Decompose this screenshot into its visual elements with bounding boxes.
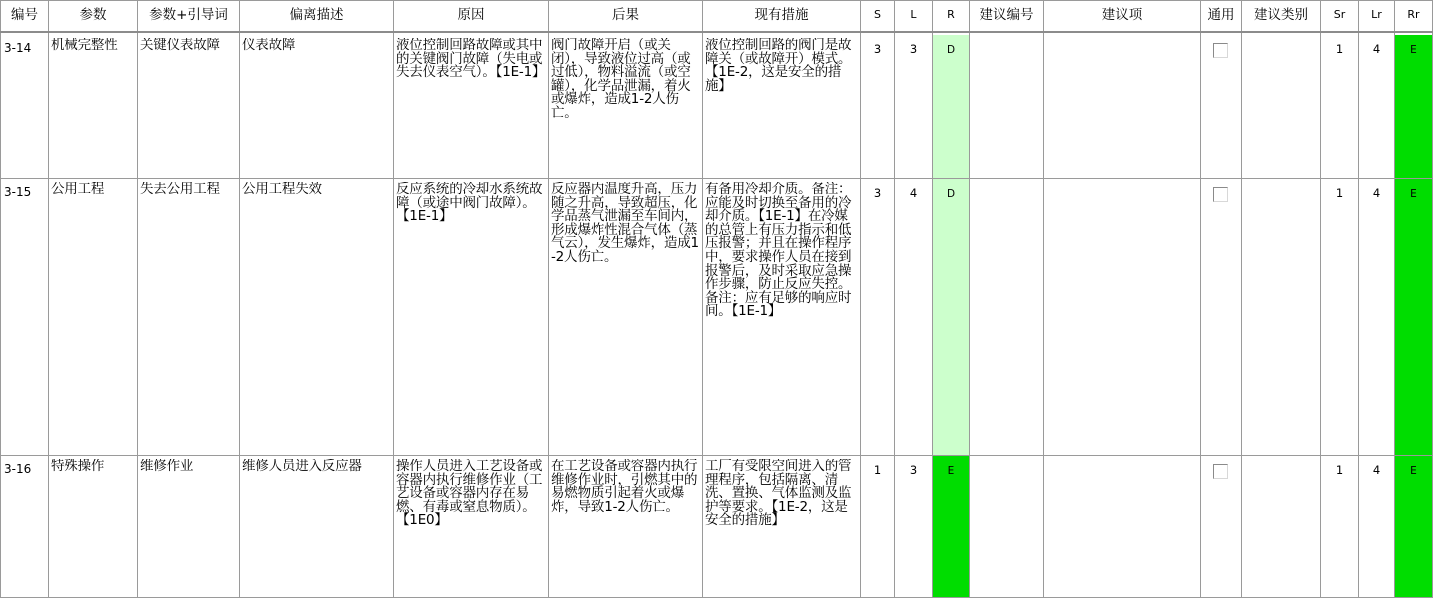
grid-line-horizontal	[0, 597, 1433, 598]
rec-type-cell[interactable]	[1242, 182, 1320, 454]
column-header-consequence[interactable]: 后果	[612, 7, 639, 23]
rec-no-cell[interactable]	[970, 182, 1043, 454]
row-id: 3-15	[4, 185, 32, 199]
l-value: 3	[909, 42, 918, 56]
rr-risk-value: E	[1410, 44, 1417, 56]
grid-line-vertical	[860, 0, 861, 597]
grid-line-vertical	[1200, 0, 1201, 597]
deviation-cell: 仪表故障	[242, 38, 296, 53]
r-color-fill	[933, 456, 969, 597]
column-header-cause[interactable]: 原因	[457, 7, 485, 23]
rr-risk-value: E	[1410, 465, 1417, 477]
column-header-rr[interactable]: Rr	[1407, 8, 1420, 21]
grid-line-horizontal	[0, 455, 1433, 456]
sr-value: 1	[1335, 463, 1344, 477]
common-checkbox[interactable]	[1213, 464, 1228, 479]
grid-line-vertical	[932, 0, 933, 597]
column-header-param[interactable]: 参数	[79, 7, 107, 23]
param-cell: 机械完整性	[51, 38, 118, 53]
column-header-measures[interactable]: 现有措施	[754, 7, 809, 23]
cause-cell: 反应系统的冷却水系统故障（或途中阀门故障）。【1E-1】	[396, 182, 543, 225]
consequence-cell: 阀门故障开启（或关闭），导致液位过高（或过低），物料溢流（或空罐），化学品泄漏，着火或爆炸，造成1-2人伤亡。	[551, 38, 691, 121]
lr-value: 4	[1372, 186, 1381, 200]
common-checkbox[interactable]	[1213, 187, 1228, 202]
s-value: 1	[873, 463, 882, 477]
rec-type-cell[interactable]	[1242, 38, 1320, 177]
sr-value: 1	[1335, 42, 1344, 56]
column-header-param-guide[interactable]: 参数+引导词	[149, 7, 228, 23]
rec-no-cell[interactable]	[970, 459, 1043, 596]
cause-cell: 操作人员进入工艺设备或容器内执行维修作业（工艺设备或容器内存在易燃、有毒或窒息物质）。【1E0】	[396, 459, 543, 529]
param-guide-cell: 关键仪表故障	[140, 38, 220, 53]
rec-cell[interactable]	[1044, 38, 1200, 177]
column-header-rec-type[interactable]: 建议类别	[1254, 7, 1308, 23]
rr-color-fill	[1395, 35, 1432, 178]
r-color-fill	[933, 179, 969, 455]
s-value: 3	[873, 186, 882, 200]
column-header-l[interactable]: L	[910, 8, 917, 21]
rr-risk-value: E	[1410, 188, 1417, 200]
measures-cell: 工厂有受限空间进入的管理程序，包括隔离、清洗、置换、气体监测及监护等要求。【1E-2，这是安全的措施】	[705, 459, 852, 529]
grid-line-vertical	[1358, 0, 1359, 597]
row-id: 3-16	[4, 462, 32, 476]
sr-value: 1	[1335, 186, 1344, 200]
column-header-rec[interactable]: 建议项	[1101, 7, 1143, 23]
param-cell: 特殊操作	[51, 459, 105, 474]
param-guide-cell: 失去公用工程	[140, 182, 220, 197]
rec-cell[interactable]	[1044, 459, 1200, 596]
grid-line-vertical	[894, 0, 895, 597]
column-header-lr[interactable]: Lr	[1371, 8, 1382, 21]
column-header-sr[interactable]: Sr	[1333, 8, 1346, 21]
rec-no-cell[interactable]	[970, 38, 1043, 177]
r-color-fill	[933, 35, 969, 178]
param-cell: 公用工程	[51, 182, 105, 197]
column-header-no[interactable]: 编号	[11, 7, 38, 23]
column-header-s[interactable]: S	[874, 8, 881, 21]
consequence-cell: 反应器内温度升高，压力随之升高，导致超压，化学品蒸气泄漏至车间内，形成爆炸性混合气体（蒸气云），发生爆炸，造成1-2人伤亡。	[551, 182, 699, 265]
deviation-cell: 公用工程失效	[242, 182, 322, 197]
cause-cell: 液位控制回路故障或其中的关键阀门故障（失电或失去仪表空气）。【1E-1】	[396, 38, 546, 81]
measures-cell: 液位控制回路的阀门是故障关（或故障开）模式。【1E-2，这是安全的措施】	[705, 38, 852, 94]
r-risk-value: D	[946, 188, 956, 200]
grid-line-vertical	[1394, 0, 1395, 597]
s-value: 3	[873, 42, 882, 56]
rec-type-cell[interactable]	[1242, 459, 1320, 596]
column-header-rec-no[interactable]: 建议编号	[979, 7, 1034, 23]
consequence-cell: 在工艺设备或容器内执行维修作业时，引燃其中的易燃物质引起着火或爆炸，导致1-2人伤亡。	[551, 459, 698, 515]
grid-line-horizontal	[0, 178, 1433, 179]
lr-value: 4	[1372, 463, 1381, 477]
row-id: 3-14	[4, 41, 32, 55]
grid-line-vertical	[1320, 0, 1321, 597]
measures-cell: 有备用冷却介质。备注：应能及时切换至备用的冷却介质。【1E-1】在冷媒的总管上有压力指示和低压报警；并且在操作程序中，要求操作人员在接到报警后，及时采取应急操作步骤，防止反应失控。备注：应有足够的响应时间。【1E-1】	[705, 182, 852, 320]
l-value: 4	[909, 186, 918, 200]
rec-cell[interactable]	[1044, 182, 1200, 454]
rr-color-fill	[1395, 179, 1432, 455]
common-checkbox[interactable]	[1213, 43, 1228, 58]
grid-line-horizontal	[0, 31, 1433, 33]
deviation-cell: 维修人员进入反应器	[242, 459, 362, 474]
param-guide-cell: 维修作业	[140, 459, 194, 474]
column-header-r[interactable]: R	[947, 8, 955, 21]
r-risk-value: E	[947, 465, 955, 477]
rr-color-fill	[1395, 456, 1432, 597]
column-header-deviation[interactable]: 偏离描述	[289, 7, 344, 23]
column-header-common[interactable]: 通用	[1207, 7, 1235, 23]
l-value: 3	[909, 463, 918, 477]
r-risk-value: D	[946, 44, 956, 56]
lr-value: 4	[1372, 42, 1381, 56]
